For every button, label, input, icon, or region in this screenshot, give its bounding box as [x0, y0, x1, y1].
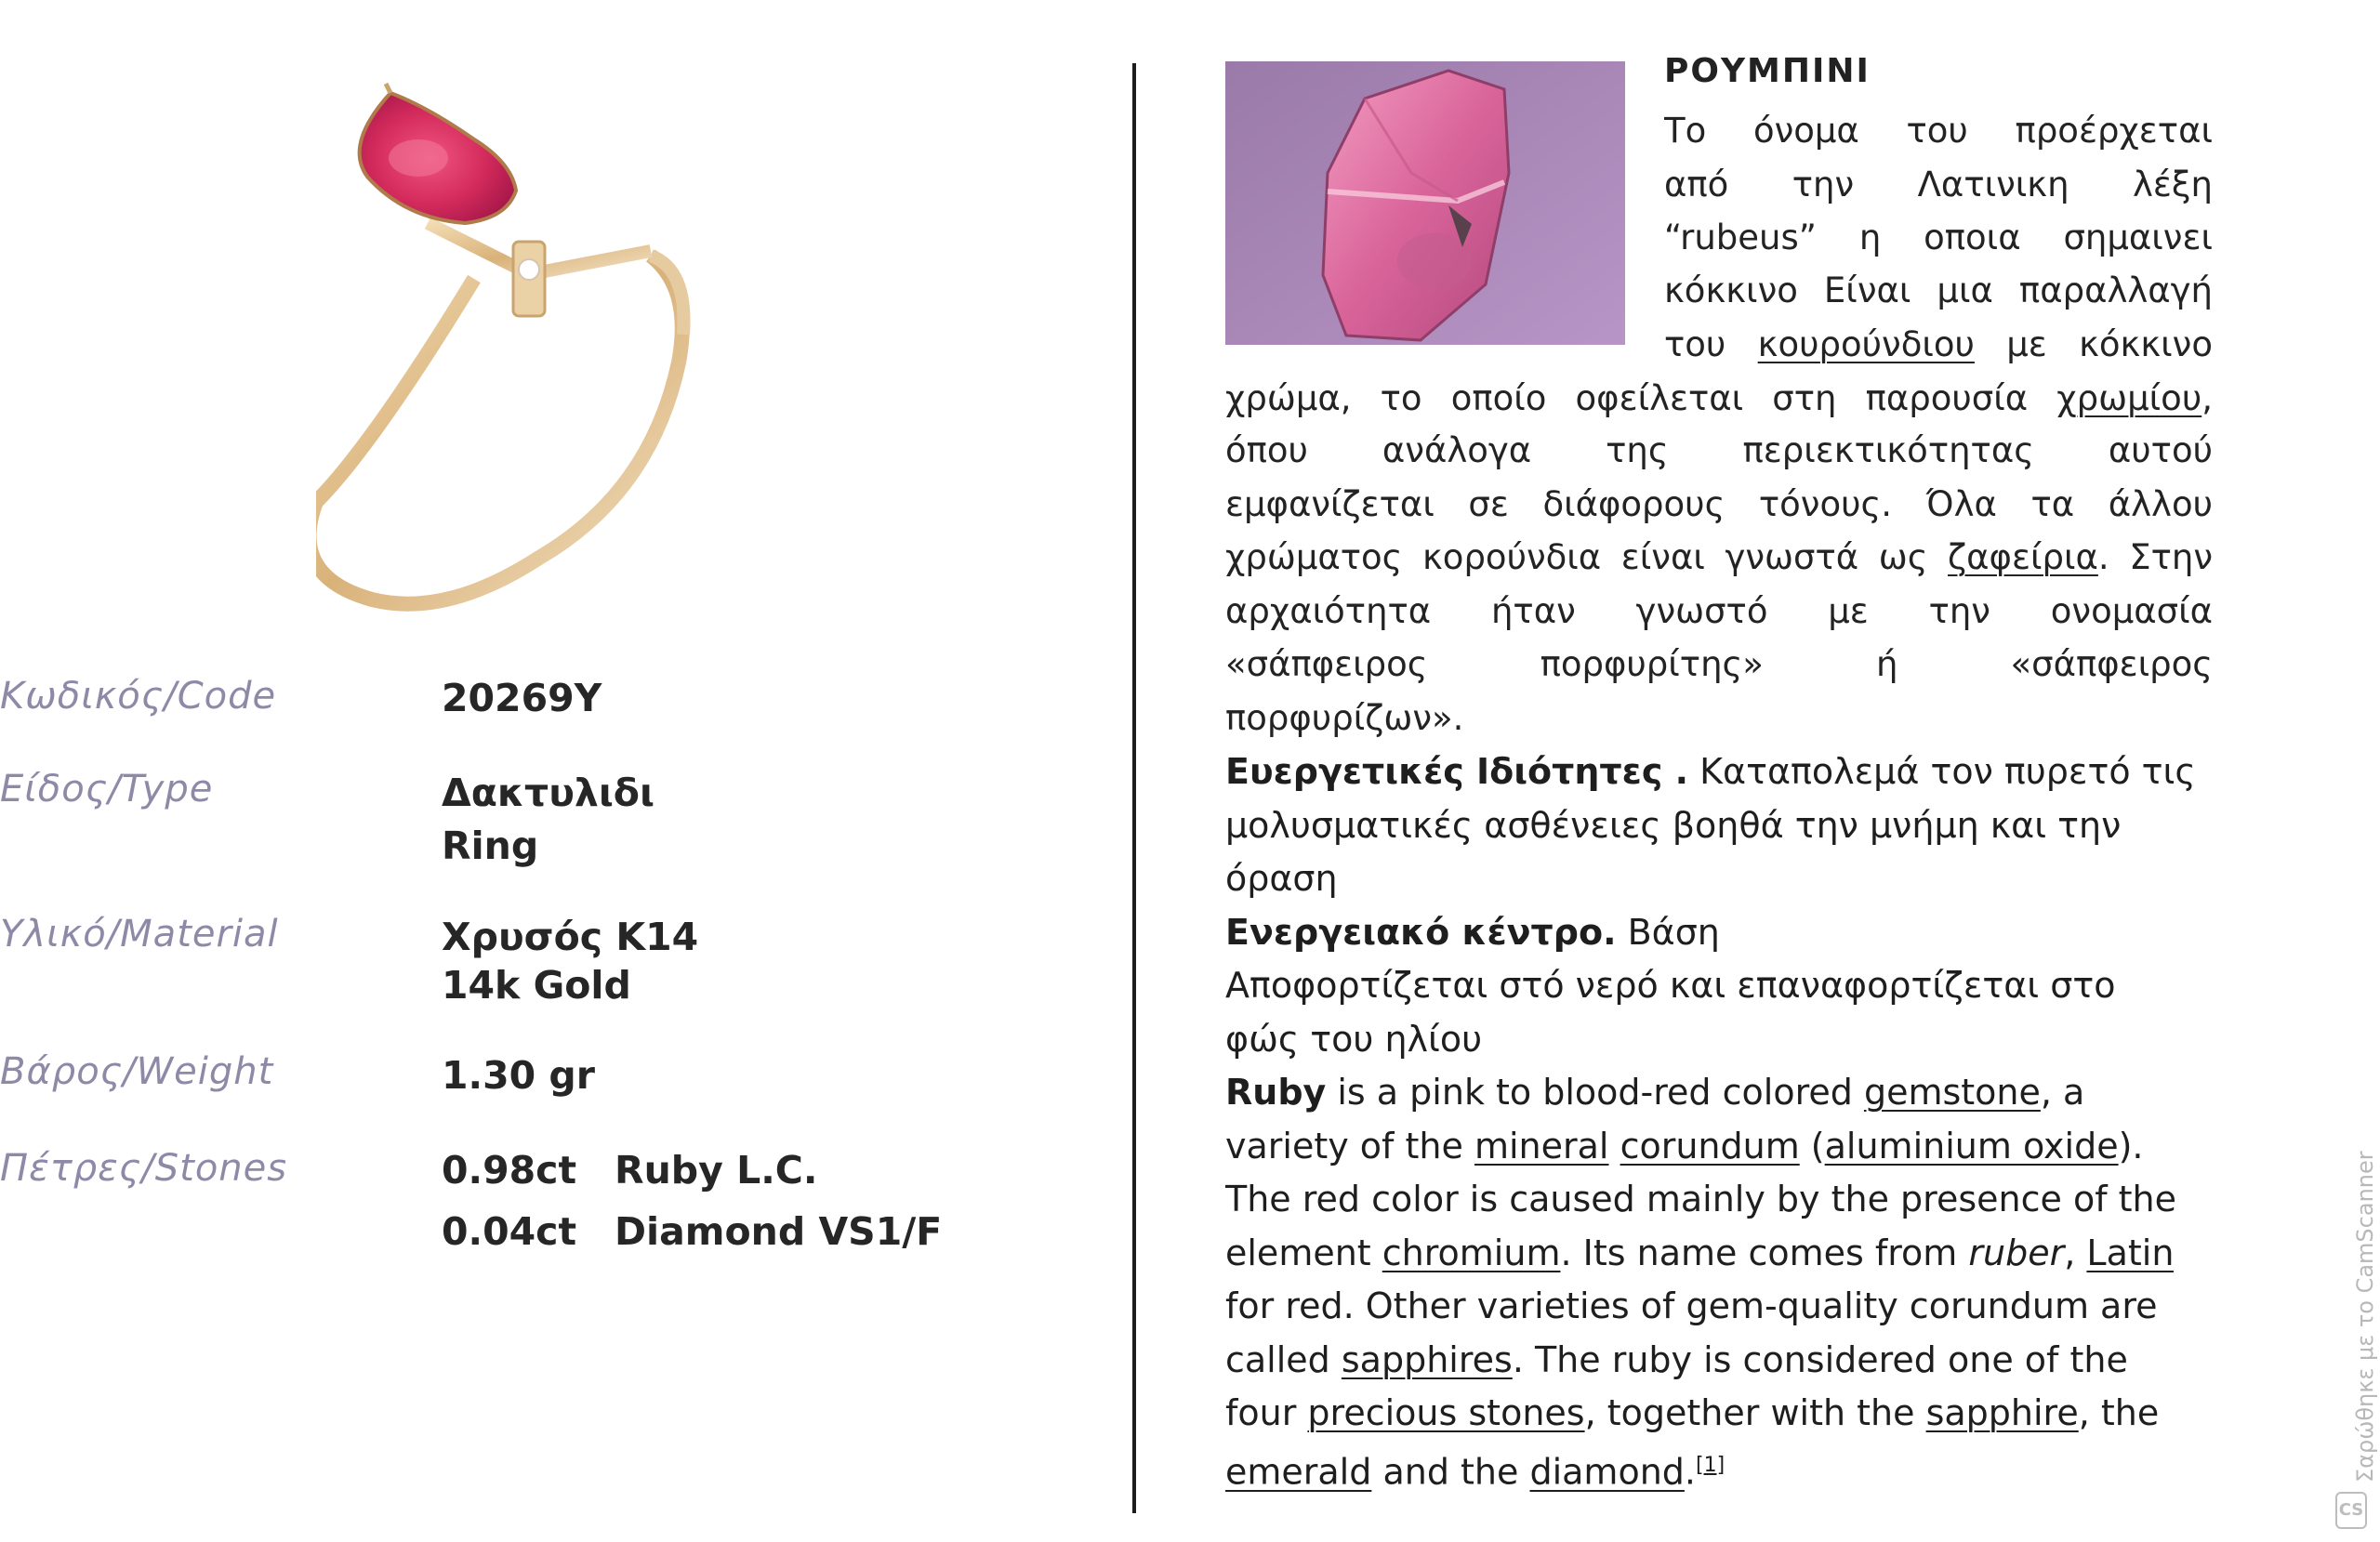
text-line [1225, 1226, 2174, 1280]
camscanner-logo-icon: CS [2335, 1492, 2367, 1529]
link-aluminium-oxide[interactable]: aluminium oxide [1824, 1126, 2119, 1166]
energy-label: Ενεργειακό κέντρο. [1225, 912, 1617, 953]
text-span: element [1225, 1232, 1382, 1273]
text-line [1225, 1333, 2128, 1387]
benefits-text: Καταπολεμά τον πυρετό τις [1699, 751, 2196, 792]
text-line: εμφανίζεται σε διάφορους τόνους. Όλα τα άλλου [1225, 484, 2213, 524]
text-span: , the [2078, 1392, 2160, 1433]
text-span: . The ruby is considered one of the [1512, 1339, 2128, 1380]
spec-label-stones: Πέτρες/Stones [0, 1147, 288, 1190]
text-span: . [1684, 1451, 1696, 1493]
benefits-label: Ευεργετικές Ιδιότητες . [1225, 751, 1689, 792]
watermark-text: Σαρώθηκε με το CamScanner [2352, 1151, 2378, 1483]
text-span: , together with the [1584, 1392, 1926, 1433]
text-line: όραση [1225, 858, 1338, 899]
gem-title: ΡΟΥΜΠΙΝΙ [1664, 52, 1871, 90]
ring-photo [316, 56, 818, 623]
text-line: for red. Other varieties of gem-quality corundum are [1225, 1285, 2158, 1326]
text-line: όπου ανάλογα της περιεκτικότητας αυτού [1225, 430, 2213, 470]
column-divider [1132, 63, 1136, 1513]
text-line: χρώμα, το οποίο οφείλεται στη παρουσία χρωμίου, [1225, 378, 2213, 418]
text-line: από την Λατινικη λέξη [1664, 165, 2213, 204]
term-ruber: ruber [1968, 1232, 2065, 1273]
benefits-line [1225, 745, 2196, 798]
spec-label-weight: Βάρος/Weight [0, 1050, 274, 1093]
link-corundum[interactable]: corundum [1620, 1126, 1800, 1166]
spec-value-material-gr: Χρυσός Κ14 [442, 915, 699, 959]
text-line: Αποφορτίζεται στό νερό και επαναφορτίζεται στο [1225, 965, 2116, 1006]
underlined-term[interactable]: κουρούνδιου [1757, 324, 1975, 364]
spec-label-material: Υλικό/Material [0, 913, 279, 956]
text-span: ). [2118, 1126, 2144, 1166]
link-diamond[interactable]: diamond [1529, 1451, 1685, 1493]
text-span: variety of the [1225, 1126, 1474, 1166]
text-line [1225, 1119, 2143, 1173]
text-span: . Its name comes from [1560, 1232, 1969, 1273]
text-span: , [2064, 1232, 2087, 1273]
term-ruby: Ruby [1225, 1072, 1327, 1113]
text-span: called [1225, 1339, 1342, 1380]
text-span: and the [1371, 1451, 1530, 1493]
text-line: Το όνομα του προέρχεται [1664, 111, 2213, 151]
link-gemstone[interactable]: gemstone [1863, 1072, 2041, 1113]
text-span: is a pink to blood-red colored [1326, 1072, 1864, 1113]
spec-value-code: 20269Y [442, 676, 602, 720]
link-latin[interactable]: Latin [2086, 1232, 2175, 1273]
reference-footnote[interactable]: [1] [1696, 1454, 1726, 1477]
spec-label-code: Κωδικός/Code [0, 675, 277, 718]
stone-carat: 0.04ct [442, 1209, 577, 1254]
link-sapphires[interactable]: sapphires [1341, 1339, 1513, 1380]
text-line: μολυσματικές ασθένειες βοηθά την μνήμη και την [1225, 805, 2122, 846]
text-line: του κουρούνδιου με κόκκινο [1664, 324, 2213, 364]
text-span: , a [2040, 1072, 2085, 1113]
link-emerald[interactable]: emerald [1225, 1451, 1372, 1493]
stone-carat: 0.98ct [442, 1148, 577, 1193]
spec-value-weight: 1.30 gr [442, 1053, 596, 1098]
text-line: «σάπφειρος πορφυρίτης» ή «σάπφειρος [1225, 644, 2213, 684]
spec-value-type-gr: Δακτυλιδι [442, 771, 654, 815]
link-sapphire[interactable]: sapphire [1925, 1392, 2079, 1433]
text-line: χρώματος κορούνδια είναι γνωστά ως ζαφείρια. Στην [1225, 537, 2213, 577]
text-line [1225, 1386, 2159, 1440]
underlined-term[interactable]: χρωμίου [2056, 378, 2202, 418]
text-line: φώς του ηλίου [1225, 1019, 1483, 1060]
spec-value-type-en: Ring [442, 824, 539, 868]
spec-value-material-en: 14k Gold [442, 963, 631, 1008]
text-line [1225, 1065, 2084, 1119]
energy-line [1225, 905, 1720, 959]
link-precious-stones[interactable]: precious stones [1307, 1392, 1585, 1433]
link-mineral[interactable]: mineral [1474, 1126, 1609, 1166]
text-line: “rubeus” η οποια σημαινει [1664, 217, 2213, 257]
stone-name: Diamond VS1/F [615, 1209, 943, 1254]
stone-row-diamond [442, 1207, 942, 1256]
ruby-crystal-photo [1225, 61, 1625, 345]
text-span: four [1225, 1392, 1308, 1433]
text-line: The red color is caused mainly by the presence of the [1225, 1179, 2177, 1219]
spec-label-type: Είδος/Type [0, 768, 214, 811]
text-line [1225, 1439, 1725, 1504]
text-span: ( [1799, 1126, 1825, 1166]
energy-value: Βάση [1627, 912, 1720, 953]
camscanner-watermark [2332, 1092, 2378, 1538]
stone-name: Ruby L.C. [615, 1148, 818, 1193]
text-line: αρχαιότητα ήταν γνωστό με την ονομασία [1225, 591, 2213, 631]
link-chromium[interactable]: chromium [1382, 1232, 1561, 1273]
underlined-term[interactable]: ζαφείρια [1948, 537, 2098, 577]
text-line: κόκκινο Είναι μια παραλλαγή [1664, 270, 2213, 310]
text-line: πορφυρίζων». [1225, 698, 1464, 738]
stone-row-ruby [442, 1146, 817, 1194]
